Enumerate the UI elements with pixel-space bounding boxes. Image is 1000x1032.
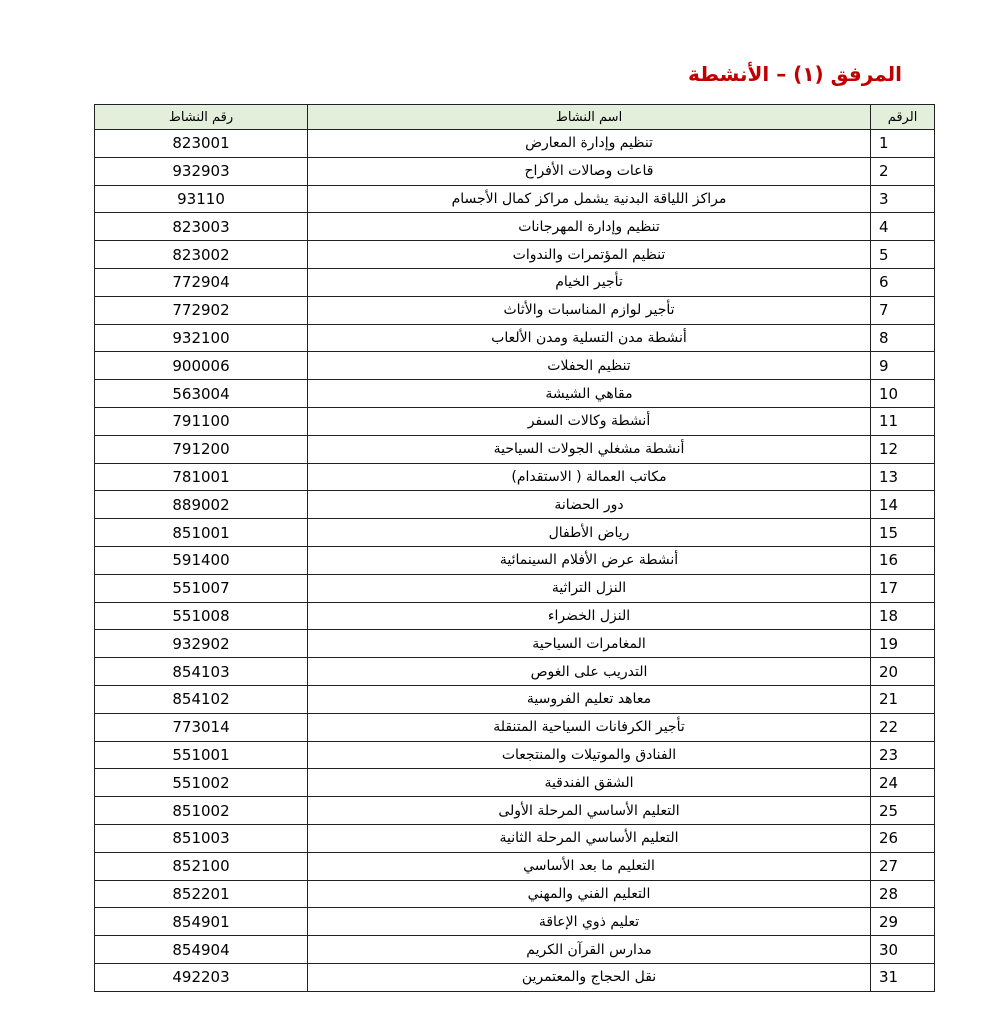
row-number-cell: 13: [871, 463, 935, 491]
table-row: [95, 241, 935, 269]
table-row: [95, 157, 935, 185]
table-row: [95, 741, 935, 769]
activity-name-cell: دور الحضانة: [308, 491, 871, 519]
table-row: [95, 963, 935, 991]
row-number-cell: 17: [871, 574, 935, 602]
activity-code-cell: 854901: [95, 908, 308, 936]
row-number-cell: 28: [871, 880, 935, 908]
row-number-cell: 5: [871, 241, 935, 269]
table-row: [95, 380, 935, 408]
row-number-cell: 2: [871, 157, 935, 185]
activity-code-cell: 591400: [95, 546, 308, 574]
table-body: [95, 130, 935, 992]
table-row: [95, 908, 935, 936]
row-number-cell: 29: [871, 908, 935, 936]
activity-name-cell: معاهد تعليم الفروسية: [308, 685, 871, 713]
activity-name-cell: أنشطة مدن التسلية ومدن الألعاب: [308, 324, 871, 352]
activity-code-cell: 563004: [95, 380, 308, 408]
table-row: [95, 602, 935, 630]
row-number-cell: 1: [871, 130, 935, 158]
activity-code-cell: 791100: [95, 407, 308, 435]
activity-name-cell: أنشطة عرض الأفلام السينمائية: [308, 546, 871, 574]
table-row: [95, 852, 935, 880]
table-row: [95, 630, 935, 658]
row-number-cell: 23: [871, 741, 935, 769]
activity-name-cell: النزل الخضراء: [308, 602, 871, 630]
activity-code-cell: 823003: [95, 213, 308, 241]
activity-code-cell: 551001: [95, 741, 308, 769]
activity-code-cell: 932903: [95, 157, 308, 185]
activity-name-cell: مراكز اللياقة البدنية يشمل مراكز كمال الأجسام: [308, 185, 871, 213]
table-row: [95, 268, 935, 296]
activity-code-cell: 551002: [95, 769, 308, 797]
table-row: [95, 880, 935, 908]
row-number-cell: 7: [871, 296, 935, 324]
table-row: [95, 685, 935, 713]
activity-name-cell: أنشطة وكالات السفر: [308, 407, 871, 435]
activity-code-cell: 900006: [95, 352, 308, 380]
activity-name-cell: تأجير لوازم المناسبات والأثاث: [308, 296, 871, 324]
activity-code-cell: 93110: [95, 185, 308, 213]
row-number-cell: 20: [871, 658, 935, 686]
activity-name-cell: أنشطة مشغلي الجولات السياحية: [308, 435, 871, 463]
activity-code-cell: 772904: [95, 268, 308, 296]
activity-name-cell: التعليم الفني والمهني: [308, 880, 871, 908]
table-row: [95, 713, 935, 741]
table-row: [95, 936, 935, 964]
table-row: [95, 491, 935, 519]
row-number-cell: 19: [871, 630, 935, 658]
activity-code-cell: 773014: [95, 713, 308, 741]
activity-name-cell: المغامرات السياحية: [308, 630, 871, 658]
row-number-cell: 27: [871, 852, 935, 880]
table-row: [95, 435, 935, 463]
activity-code-cell: 852100: [95, 852, 308, 880]
activity-name-cell: النزل التراثية: [308, 574, 871, 602]
row-number-cell: 21: [871, 685, 935, 713]
activity-code-cell: 932100: [95, 324, 308, 352]
row-number-cell: 16: [871, 546, 935, 574]
activity-name-cell: مكاتب العمالة ( الاستقدام): [308, 463, 871, 491]
activity-code-cell: 772902: [95, 296, 308, 324]
activity-name-cell: تأجير الخيام: [308, 268, 871, 296]
activity-code-cell: 551007: [95, 574, 308, 602]
row-number-cell: 30: [871, 936, 935, 964]
row-number-cell: 25: [871, 797, 935, 825]
row-number-cell: 8: [871, 324, 935, 352]
table-row: [95, 352, 935, 380]
activity-code-cell: 854103: [95, 658, 308, 686]
table-row: [95, 324, 935, 352]
row-number-cell: 11: [871, 407, 935, 435]
activity-name-cell: قاعات وصالات الأفراح: [308, 157, 871, 185]
table-row: [95, 130, 935, 158]
activity-name-cell: مدارس القرآن الكريم: [308, 936, 871, 964]
activity-code-cell: 823002: [95, 241, 308, 269]
row-number-cell: 22: [871, 713, 935, 741]
table-row: [95, 185, 935, 213]
activity-name-cell: التعليم ما بعد الأساسي: [308, 852, 871, 880]
activity-code-cell: 852201: [95, 880, 308, 908]
row-number-cell: 18: [871, 602, 935, 630]
activity-name-cell: التعليم الأساسي المرحلة الثانية: [308, 824, 871, 852]
table-row: [95, 658, 935, 686]
activity-name-cell: تنظيم وإدارة المهرجانات: [308, 213, 871, 241]
activity-code-cell: 781001: [95, 463, 308, 491]
activity-name-cell: الفنادق والموتيلات والمنتجعات: [308, 741, 871, 769]
activity-code-cell: 791200: [95, 435, 308, 463]
table-row: [95, 546, 935, 574]
row-number-cell: 3: [871, 185, 935, 213]
activity-name-cell: تنظيم المؤتمرات والندوات: [308, 241, 871, 269]
table-row: [95, 407, 935, 435]
table-row: [95, 797, 935, 825]
header-row-number: الرقم: [871, 105, 935, 130]
header-activity-code: رقم النشاط: [95, 105, 308, 130]
row-number-cell: 10: [871, 380, 935, 408]
row-number-cell: 15: [871, 519, 935, 547]
activity-name-cell: التدريب على الغوص: [308, 658, 871, 686]
row-number-cell: 9: [871, 352, 935, 380]
table-header-row: [95, 105, 935, 130]
table-row: [95, 574, 935, 602]
activity-code-cell: 551008: [95, 602, 308, 630]
table-row: [95, 463, 935, 491]
activity-code-cell: 823001: [95, 130, 308, 158]
activity-code-cell: 889002: [95, 491, 308, 519]
activity-code-cell: 851003: [95, 824, 308, 852]
activity-code-cell: 932902: [95, 630, 308, 658]
row-number-cell: 6: [871, 268, 935, 296]
row-number-cell: 31: [871, 963, 935, 991]
activity-name-cell: تنظيم وإدارة المعارض: [308, 130, 871, 158]
row-number-cell: 4: [871, 213, 935, 241]
activity-code-cell: 854904: [95, 936, 308, 964]
activity-code-cell: 851001: [95, 519, 308, 547]
activity-name-cell: تنظيم الحفلات: [308, 352, 871, 380]
header-activity-name: اسم النشاط: [308, 105, 871, 130]
activity-name-cell: التعليم الأساسي المرحلة الأولى: [308, 797, 871, 825]
activities-table: [94, 104, 935, 992]
activity-name-cell: مقاهي الشيشة: [308, 380, 871, 408]
row-number-cell: 14: [871, 491, 935, 519]
document-title: المرفق (١) – الأنشطة: [688, 62, 902, 86]
activity-name-cell: رياض الأطفال: [308, 519, 871, 547]
table-row: [95, 824, 935, 852]
table-row: [95, 296, 935, 324]
table-row: [95, 213, 935, 241]
row-number-cell: 24: [871, 769, 935, 797]
activity-name-cell: نقل الحجاج والمعتمرين: [308, 963, 871, 991]
activity-code-cell: 851002: [95, 797, 308, 825]
table-row: [95, 519, 935, 547]
activity-code-cell: 854102: [95, 685, 308, 713]
activity-name-cell: تأجير الكرفانات السياحية المتنقلة: [308, 713, 871, 741]
activity-name-cell: الشقق الفندقية: [308, 769, 871, 797]
row-number-cell: 26: [871, 824, 935, 852]
activity-name-cell: تعليم ذوي الإعاقة: [308, 908, 871, 936]
table-row: [95, 769, 935, 797]
activity-code-cell: 492203: [95, 963, 308, 991]
row-number-cell: 12: [871, 435, 935, 463]
